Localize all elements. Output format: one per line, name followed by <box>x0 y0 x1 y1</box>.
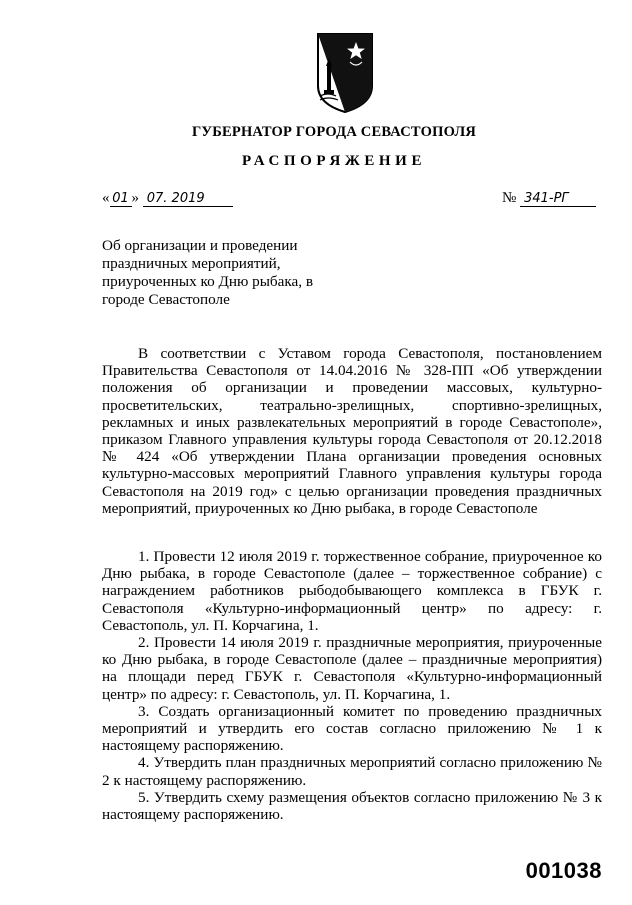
number-sign: № <box>502 190 517 206</box>
serial-number: 001038 <box>525 858 602 883</box>
date-close-quote: » <box>131 190 139 206</box>
date-month-year: 07. 2019 <box>143 192 233 207</box>
decree-points <box>102 548 602 823</box>
document-subject: Об организации и проведении праздничных мероприятий, приуроченных ко Дню рыбака, в городе Севастополе <box>102 237 314 308</box>
decree-point-4: 4. Утвердить план праздничных мероприятий согласно приложению № 2 к настоящему распоряжению. <box>102 754 602 789</box>
issuing-authority: ГУБЕРНАТОР ГОРОДА СЕВАСТОПОЛЯ <box>191 124 477 140</box>
date-open-quote: « <box>102 190 110 206</box>
decree-point-2: 2. Провести 14 июля 2019 г. праздничные мероприятия, приуроченные ко Дню рыбака, в городе Севастополе (далее – праздничные мероприятия) на площади перед ГБУК г. Севастополя «Культурно-информационный центр» по адресу: г. Севастополь, ул. П. Корчагина, 1. <box>102 634 602 703</box>
decree-point-1: 1. Провести 12 июля 2019 г. торжественное собрание, приуроченное ко Дню рыбака, в городе Севастополе (далее – торжественное собрание) с награждением работников рыбодобывающего комплекса в ГБУК г. Севастополя «Культурно-информационный центр» по адресу: г. Севастополь, ул. П. Корчагина, 1. <box>102 548 602 634</box>
sevastopol-coat-of-arms-icon <box>316 32 374 114</box>
preamble <box>102 345 602 517</box>
document-type-title: РАСПОРЯЖЕНИЕ <box>241 153 427 169</box>
number-value: 341-РГ <box>520 192 596 207</box>
document-number <box>502 190 596 207</box>
date-day: 01 <box>110 192 132 207</box>
document-date <box>102 190 233 207</box>
preamble-paragraph: В соответствии с Уставом города Севастополя, постановлением Правительства Севастополя от 14.04.2016 № 328-ПП «Об утверждении положения об организации и проведении массовых, культурно-просветительских, театрально-зрелищных, спортивно-зрелищных, рекламных и иных развлекательных мероприятий в городе Севастополе», приказом Главного управления культуры города Севастополя от 20.12.2018 № 424 «Об утверждении Плана организации проведения основных культурно-массовых мероприятий Главного управления культуры города Севастополя на 2019 год» с целью организации проведения праздничных мероприятий, приуроченных ко Дню рыбака, в городе Севастополе <box>102 345 602 517</box>
decree-point-5: 5. Утвердить схему размещения объектов согласно приложению № 3 к настоящему распоряжению. <box>102 788 602 824</box>
decree-point-3: 3. Создать организационный комитет по проведению праздничных мероприятий и утвердить его состав согласно приложению № 1 к настоящему распоряжению. <box>102 702 602 755</box>
